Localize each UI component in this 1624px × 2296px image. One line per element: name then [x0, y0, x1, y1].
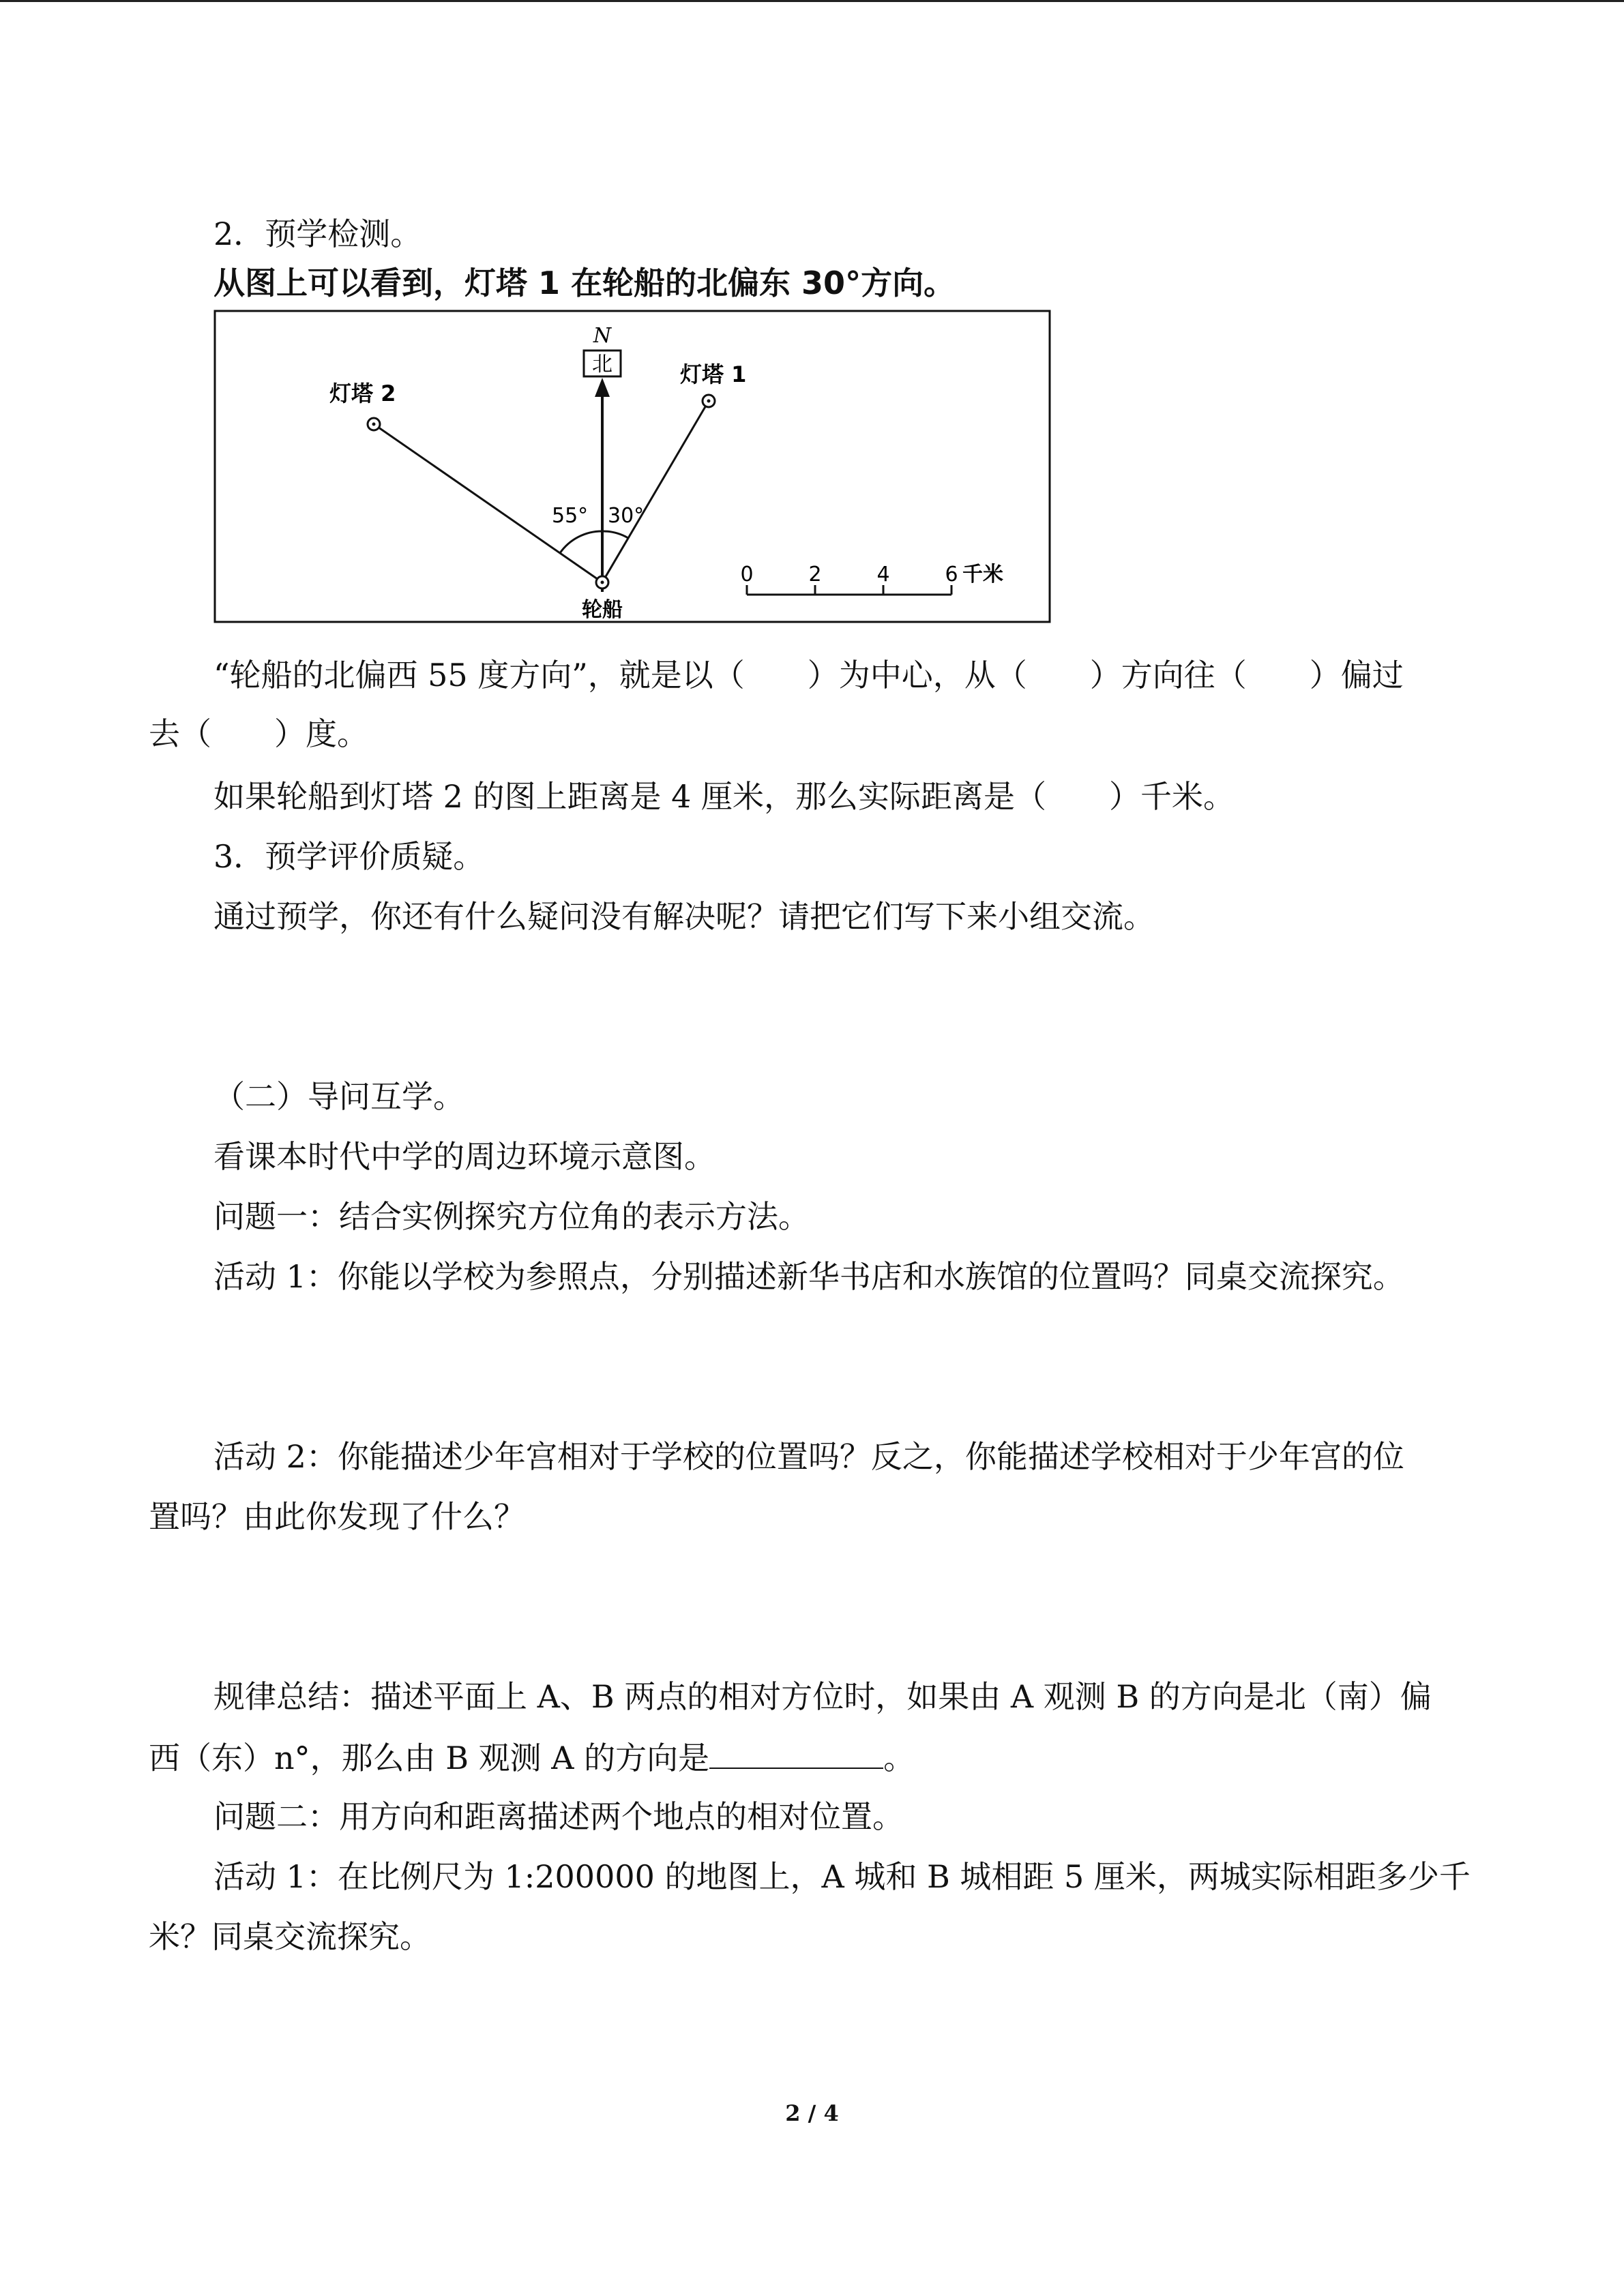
rule-summary-text-cont — [149, 1736, 915, 1778]
scale-label-4: 4 — [876, 563, 890, 586]
north-label: 北 — [592, 353, 612, 376]
scale-label-2: 2 — [808, 563, 822, 586]
activity-1-text: 活动 1：你能以学校为参照点，分别描述新华书店和水族馆的位置吗？同桌交流探究。 — [213, 1258, 1404, 1295]
section-heading-guided-learning: （二）导问互学。 — [213, 1078, 464, 1115]
scale-unit-label: 千米 — [962, 563, 1003, 586]
ship-label: 轮船 — [582, 598, 623, 622]
north-letter: N — [593, 324, 612, 348]
answer-blank[interactable] — [709, 1736, 883, 1769]
angle-arc-left — [560, 531, 602, 553]
question-two-heading: 问题二：用方向和距离描述两个地点的相对位置。 — [213, 1798, 904, 1835]
angle-arc-right — [602, 531, 628, 538]
scale-label-6: 6 — [945, 563, 958, 586]
line-to-lighthouse-1 — [602, 401, 709, 582]
paragraph-distance-question: 如果轮船到灯塔 2 的图上距离是 4 厘米，那么实际距离是（ ）千米。 — [213, 778, 1235, 815]
section-heading-preview-evaluation: 3．预学评价质疑。 — [213, 838, 485, 875]
question-one-heading: 问题一：结合实例探究方位角的表示方法。 — [213, 1198, 810, 1235]
page-number: 2 / 4 — [785, 2100, 839, 2126]
rule-summary-post: 。 — [883, 1740, 915, 1776]
paragraph-fill-in-direction-cont: 去（ ）度。 — [149, 715, 368, 752]
line-to-lighthouse-2 — [374, 424, 602, 582]
lighthouse-2-label: 灯塔 2 — [329, 381, 396, 406]
activity-2-text: 活动 2：你能描述少年宫相对于学校的位置吗？反之，你能描述学校相对于少年宫的位 — [213, 1438, 1404, 1475]
activity-scale-text-cont: 米？同桌交流探究。 — [149, 1918, 431, 1955]
figure-caption: 从图上可以看到，灯塔 1 在轮船的北偏东 30°方向。 — [213, 265, 956, 301]
paragraph-fill-in-direction: “轮船的北偏西 55 度方向”，就是以（ ）为中心，从（ ）方向往（ ）偏过 — [213, 657, 1404, 694]
activity-scale-text: 活动 1：在比例尺为 1:200000 的地图上，A 城和 B 城相距 5 厘米，两城实际相距多少千 — [213, 1858, 1471, 1895]
paragraph-questions: 通过预学，你还有什么疑问没有解决呢？请把它们写下来小组交流。 — [213, 898, 1155, 935]
page-top-border — [0, 0, 1624, 2]
section-heading-preview-check: 2．预学检测。 — [213, 215, 422, 252]
angle-left-label: 55° — [552, 504, 589, 528]
scale-label-0: 0 — [740, 563, 754, 586]
angle-right-label: 30° — [608, 504, 645, 528]
north-arrow-head — [595, 378, 610, 397]
diagram-frame — [215, 311, 1050, 622]
lighthouse-1-label: 灯塔 1 — [680, 361, 747, 387]
rule-summary-text: 规律总结：描述平面上 A、B 两点的相对方位时，如果由 A 观测 B 的方向是北（南）偏 — [213, 1678, 1432, 1715]
direction-diagram — [213, 310, 1051, 623]
rule-summary-pre: 西（东）n°，那么由 B 观测 A 的方向是 — [149, 1740, 710, 1776]
activity-2-text-cont: 置吗？由此你发现了什么？ — [149, 1498, 525, 1535]
paragraph-textbook-map: 看课本时代中学的周边环境示意图。 — [213, 1138, 715, 1175]
